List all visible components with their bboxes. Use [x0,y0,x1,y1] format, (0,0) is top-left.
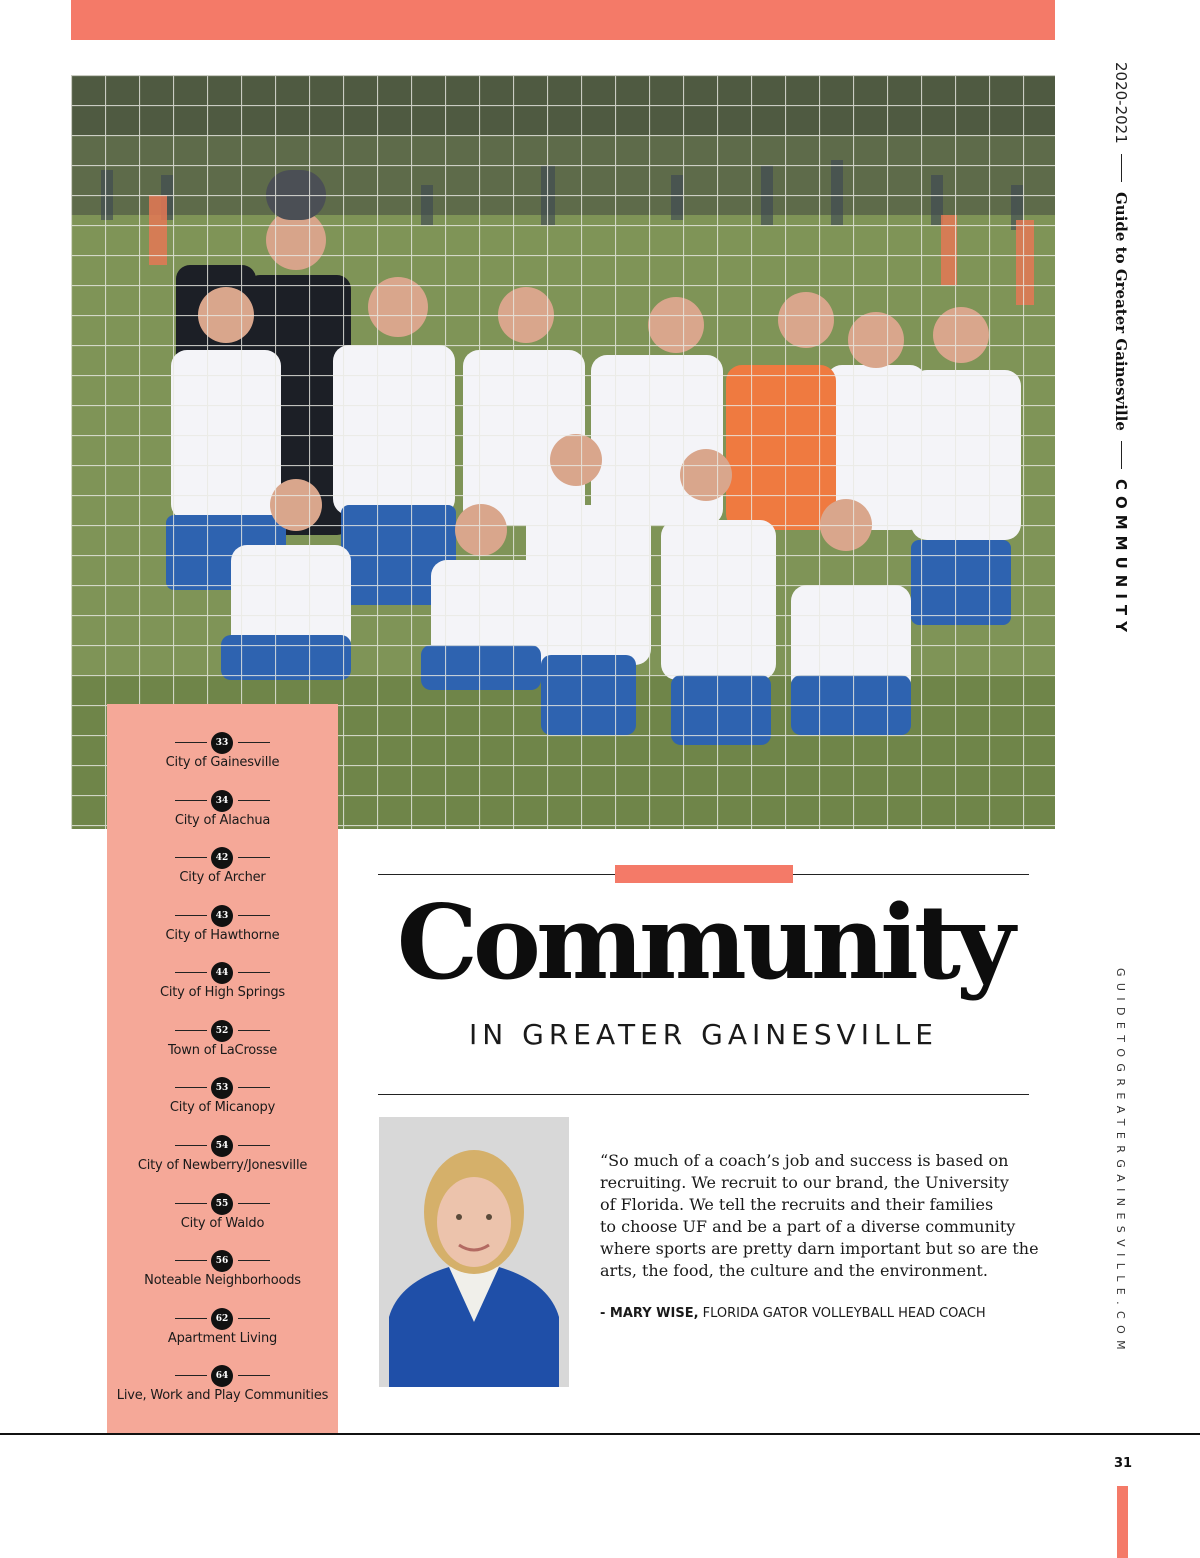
toc-label: Noteable Neighborhoods [144,1273,301,1288]
page-number-badge: 34 [211,790,233,812]
toc-item[interactable] [107,790,338,828]
header-divider [1121,154,1122,182]
toc-item[interactable] [107,905,338,943]
toc-item[interactable] [107,1193,338,1231]
coach-portrait [379,1117,569,1387]
page-number-badge: 44 [211,962,233,984]
toc-label: City of High Springs [159,985,285,1000]
attribution-title: FLORIDA GATOR VOLLEYBALL HEAD COACH [698,1306,986,1321]
toc-label: City of Gainesville [165,755,280,770]
toc-item[interactable] [107,1308,338,1346]
quote-attribution [600,1306,986,1321]
heading-rule-bottom [378,1094,1029,1095]
page-accent-bar [1117,1486,1128,1558]
toc-item[interactable] [107,732,338,770]
toc-item[interactable] [107,1135,338,1173]
toc-label: Town of LaCrosse [168,1043,277,1058]
quote-line: “So much of a coach’s job and success is based on [600,1151,1009,1170]
page-number-badge: 52 [211,1020,233,1042]
toc-item[interactable] [107,847,338,885]
page-number-badge: 62 [211,1308,233,1330]
heading-accent-tab [615,865,793,883]
quote-line: of Florida. We tell the recruits and their families [600,1195,994,1214]
page-number-badge: 56 [211,1250,233,1272]
toc-item[interactable] [107,1365,338,1403]
page-number-badge: 54 [211,1135,233,1157]
page-number: 31 [1113,1456,1133,1471]
quote-line: arts, the food, the culture and the environment. [600,1261,988,1280]
website-url[interactable]: GUIDETOGREATERGAINESVILLE.COM [1114,968,1127,1357]
page-number-badge: 64 [211,1365,233,1387]
toc-label: City of Hawthorne [165,928,280,943]
table-of-contents [107,704,338,1433]
footer-rule [0,1433,1200,1435]
section-name: COMMUNITY [1112,478,1130,638]
coach-quote [600,1150,1040,1282]
toc-item[interactable] [107,1250,338,1288]
toc-label: City of Waldo [180,1216,265,1231]
page-subtitle: IN GREATER GAINESVILLE [469,1018,938,1051]
page-number-badge: 33 [211,732,233,754]
toc-label: Live, Work and Play Communities [116,1388,329,1403]
page-number-badge: 53 [211,1077,233,1099]
guide-title: Guide to Greater Gainesville [1112,191,1130,431]
toc-label: City of Alachua [174,813,271,828]
toc-item[interactable] [107,1020,338,1058]
toc-item[interactable] [107,962,338,1000]
top-accent-bar [71,0,1055,40]
toc-label: Apartment Living [167,1331,278,1346]
page-number-badge: 55 [211,1193,233,1215]
toc-label: City of Micanopy [169,1100,276,1115]
guide-year: 2020-2021 [1112,62,1130,144]
running-header [1112,62,1136,642]
toc-label: City of Archer [179,870,266,885]
quote-line: to choose UF and be a part of a diverse community [600,1217,1016,1236]
quote-line: recruiting. We recruit to our brand, the University [600,1173,1009,1192]
page-number-badge: 42 [211,847,233,869]
toc-label: City of Newberry/Jonesville [137,1158,308,1173]
toc-item[interactable] [107,1077,338,1115]
attribution-name: - MARY WISE, [600,1306,699,1321]
header-divider [1121,441,1122,469]
page-title: Community [396,883,1011,1003]
page-number-badge: 43 [211,905,233,927]
quote-line: where sports are pretty darn important but so are the [600,1239,1039,1258]
